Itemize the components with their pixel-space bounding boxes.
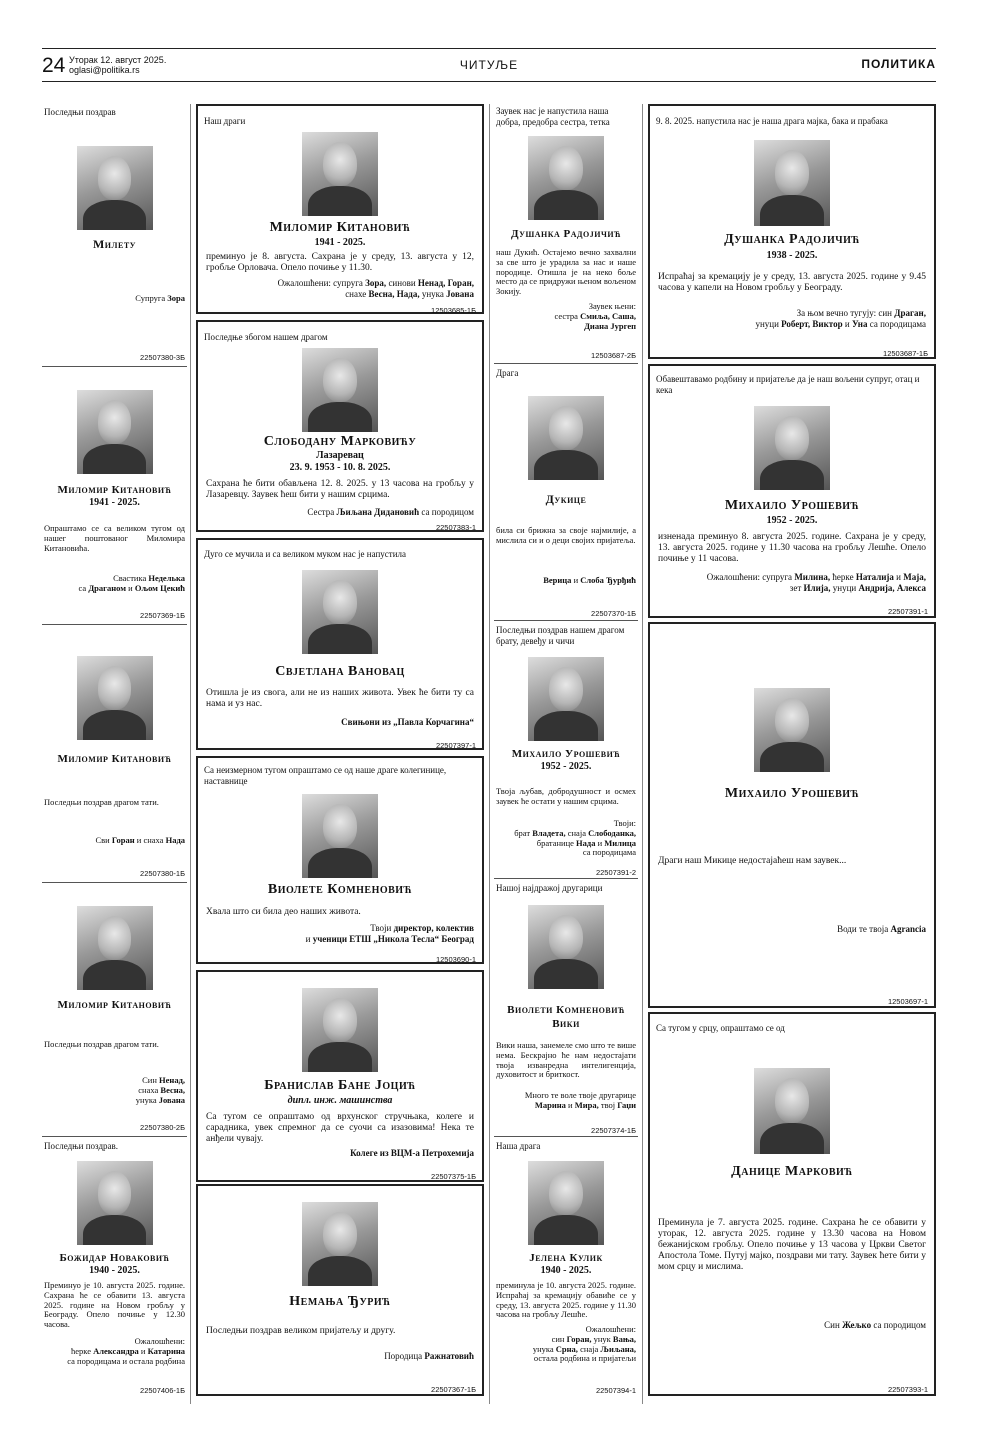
ad-code: 12503690-1: [435, 955, 476, 964]
sig-text: Ожалошћени: супруга: [277, 278, 363, 288]
sig-text: и: [128, 582, 133, 593]
deceased-name: Виолети Комненовић: [507, 1004, 625, 1016]
obituary-text: Последњи поздрав драгом тати.: [44, 1039, 159, 1049]
obituary-text: Хвала што си била део наших живота.: [206, 907, 361, 917]
column-3: [494, 104, 638, 1404]
sig-name: Смиља, Саша,: [580, 310, 636, 321]
obituary-c2-6: [196, 1184, 484, 1396]
signature: [502, 302, 636, 331]
portrait-photo: [528, 1161, 604, 1245]
deceased-name: Душанка Радојичић: [724, 232, 860, 247]
intro-text: Заувек нас је напустила наша добра, предобра сестра, тетка: [496, 106, 610, 127]
obituary-text: Сахрана ће бити обављена 12. 8. 2025. у 13 часова на гробљу у Лазаревцу. Заувек ћеш бити у нашим срцима.: [206, 479, 474, 500]
sig-name: Слоба Ђурђић: [580, 575, 636, 585]
sig-name: ученици ЕТШ „Никола Тесла“ Београд: [312, 933, 474, 944]
sig-name: Катарина: [147, 1345, 185, 1356]
ad-code: 22507391-2: [595, 868, 636, 877]
signature: [50, 1337, 185, 1366]
deceased-name: Божидар Новаковић: [59, 1252, 170, 1264]
deceased-name: Дукице: [545, 492, 587, 506]
portrait-photo: [754, 140, 830, 226]
intro-text: Са тугом у срцу, опраштамо се од: [656, 1023, 785, 1033]
sig-text: и: [896, 572, 901, 582]
deceased-name: Бранислав Бане Јоцић: [264, 1078, 416, 1093]
sig-name: Слободанка,: [588, 827, 636, 838]
sig-text: унука: [135, 1094, 157, 1105]
sig-text: Сестра: [307, 507, 335, 517]
ad-code: 22507370-1Б: [591, 609, 636, 618]
signature: [502, 819, 636, 858]
sig-text: унуци: [755, 318, 779, 329]
obituary-text: наш Дукић. Остајемо вечно захвални за све што је урадила за нас и наше породице. Отишла је на неко боље место да се придружи њеном вољеном Зокију.: [496, 247, 636, 297]
column-divider: [190, 104, 191, 1404]
deceased-name: Данице Марковић: [731, 1164, 853, 1179]
intro-text: Последње збогом нашем драгом: [204, 332, 328, 342]
sig-text: са: [78, 582, 87, 593]
sig-text: сестра: [554, 310, 578, 321]
obituary-c1-3: [42, 628, 187, 878]
sig-text: Породица: [384, 1351, 423, 1361]
deceased-name: Немања Ђурић: [289, 1294, 391, 1309]
signature: [206, 1148, 474, 1159]
ad-code: 22507375-1Б: [431, 1172, 476, 1181]
portrait-photo: [754, 406, 830, 490]
sig-name: Зора: [167, 293, 185, 303]
sig-text: ћерке: [71, 1345, 91, 1356]
sig-name: Драганом: [88, 582, 127, 593]
obituary-c4-1: [648, 104, 936, 359]
sig-text: и: [573, 575, 579, 585]
life-years: 1941 - 2025.: [314, 237, 366, 248]
sig-name: Горан,: [566, 1333, 592, 1344]
signature: [206, 1351, 474, 1362]
signature: [502, 1091, 636, 1111]
signature: [658, 1320, 926, 1331]
sig-name: Уна: [851, 318, 868, 329]
sig-name: Роберт, Виктор: [781, 318, 843, 329]
portrait-photo: [302, 348, 378, 432]
portrait-photo: [302, 132, 378, 216]
obituary-c2-1: [196, 104, 484, 314]
signature: [206, 507, 474, 518]
deceased-name: Свјетлана Вановац: [275, 664, 405, 679]
obituary-text: изненада преминуо 8. августа 2025. године. Сахрана је у среду, 13. августа 2025. године у 11.30 часова на гробљу Лешће. Опело почиње у 11 часова.: [658, 532, 926, 564]
separator: [494, 363, 638, 364]
signature: [50, 1076, 185, 1105]
obituary-text: Отишла је из свога, али не из наших живота. Увек ће бити ту са нама и уз нас.: [206, 688, 474, 709]
obituary-text: преминула је 10. августа 2025. године. Испраћај за кремацију обавиће се у среду, 13. августа 2025. године у 11.30 часова на гробљу Лешће.: [496, 1280, 636, 1320]
obituary-text: Преминула је 7. августа 2025. године. Сахрана ће се обавити у уторак, 12. августа 2025. године у 13.30 часова на Новом бежанијском гробљу. Опело почиње у 13 часова у Цркви Светог Апостола Томе. Путуј мајко, поздрави ми тату. Заувек ћете бити у мом срцу и мислима.: [658, 1218, 926, 1272]
sig-text: Твоји:: [613, 818, 636, 828]
ad-code: 22507369-1Б: [140, 611, 185, 620]
intro-text: Нашој најдражој другарици: [496, 883, 603, 893]
sig-name: Милица: [604, 837, 636, 848]
sig-text: Води те твоја: [837, 924, 889, 934]
ad-code: 12503685-1Б: [431, 306, 476, 315]
sig-text: остала родбина и пријатељи: [533, 1353, 636, 1364]
ad-code: 12503697-1: [887, 997, 928, 1006]
portrait-photo: [302, 988, 378, 1072]
column-divider: [642, 104, 643, 1404]
sig-name: Ненад,: [159, 1075, 185, 1085]
portrait-photo: [77, 1161, 153, 1245]
column-1: [42, 104, 187, 1404]
sig-text: зет: [789, 582, 802, 593]
sig-text: Ожалошћени:: [134, 1336, 185, 1346]
ad-code: 22507380-1Б: [140, 869, 185, 878]
obituary-c4-3: [648, 622, 936, 1008]
email-link[interactable]: oglasi@politika.rs: [69, 65, 140, 75]
deceased-name: Слободану Марковићу: [263, 434, 417, 449]
column-2: [196, 104, 484, 1404]
obituary-c3-5: [494, 1139, 638, 1401]
sig-name: Жељко: [842, 1320, 872, 1330]
signature: [50, 836, 185, 846]
signature: [50, 574, 185, 594]
obituary-text: Са тугом се опраштамо од врхунског стручњака, колеге и сарадника, увек спремног да се суочи са изазовима! Нека те анђели чувају.: [206, 1112, 474, 1144]
obituary-text: Последњи поздрав драгом тати.: [44, 797, 159, 807]
sig-text: брат: [514, 827, 531, 838]
obituary-c2-3: [196, 538, 484, 750]
sig-name: Ражнатовић: [424, 1351, 474, 1361]
life-years: 1940 - 2025.: [540, 1265, 592, 1276]
intro-text: Последњи поздрав нашем драгом брату, девеђу и чичи: [496, 625, 625, 646]
obituary-text: Драги наш Микице недостајаћеш нам заувек...: [658, 856, 847, 866]
sig-name: Владета,: [532, 827, 566, 838]
ad-code: 12503687-2Б: [591, 351, 636, 360]
intro-text: Дуго се мучила и са великом муком нас је напустила: [204, 549, 407, 559]
separator: [494, 620, 638, 621]
deceased-name: Миломир Китановић: [269, 220, 411, 235]
intro-text: Наша драга: [496, 1141, 541, 1151]
sig-name: директор, колектив: [393, 923, 474, 933]
deceased-name: Миломир Китановић: [57, 753, 172, 765]
separator: [42, 882, 187, 883]
obituary-c2-5: [196, 970, 484, 1182]
place-of-residence: Лазаревац: [316, 450, 364, 461]
separator: [42, 624, 187, 625]
signature: [658, 308, 926, 329]
portrait-photo: [77, 906, 153, 990]
obituary-c1-4: [42, 886, 187, 1132]
obituary-text: преминуо је 8. августа. Сахрана је у среду, 13. августа у 12, гробље Орловача. Опело почиње у 11.30.: [206, 252, 474, 273]
intro-text: Последњи поздрав.: [44, 1141, 119, 1151]
life-years: 1952 - 2025.: [540, 761, 592, 772]
deceased-name: Миломир Китановић: [57, 999, 172, 1011]
portrait-photo: [302, 794, 378, 878]
sig-text: син: [551, 1333, 565, 1344]
sig-text: унука: [532, 1343, 554, 1354]
deceased-name: Миломир Китановић: [57, 484, 172, 496]
portrait-photo: [528, 657, 604, 741]
ad-code: 22507380-3Б: [140, 353, 185, 362]
sig-text: Син: [142, 1075, 157, 1085]
obituary-c1-1: [42, 104, 187, 362]
obituary-text: Твоја љубав, добродушност и осмех заувек ће остати у нашим срцима.: [496, 786, 636, 806]
ad-code: 12503687-1Б: [883, 349, 928, 358]
sig-text: ћерке: [832, 572, 854, 582]
sig-text: Син: [824, 1320, 840, 1330]
obituary-c3-4: [494, 881, 638, 1139]
deceased-name: Михаило Урошевић: [724, 786, 860, 801]
obituary-c4-2: [648, 364, 936, 618]
sig-name: Љиљана Дидановић: [336, 507, 420, 517]
obituary-c1-2: [42, 370, 187, 620]
sig-name: Свињони из „Павла Корчагина“: [341, 717, 474, 727]
sig-text: Ожалошћени: супруга: [706, 572, 793, 582]
sig-name: Јована: [446, 288, 474, 299]
deceased-name: Душанка Радојичић: [511, 228, 621, 240]
column-4: [648, 104, 936, 1404]
obituary-text: Последњи поздрав великом пријатељу и другу.: [206, 1326, 396, 1336]
sig-text: Супруга: [135, 293, 166, 303]
sig-text: унуци: [832, 582, 857, 593]
sig-text: и: [305, 933, 311, 944]
sig-name: Нада: [576, 837, 596, 848]
ad-code: 22507406-1Б: [140, 1386, 185, 1395]
life-years: 1941 - 2025.: [89, 497, 140, 508]
sig-text: са породицом: [873, 1320, 926, 1330]
separator: [42, 366, 187, 367]
sig-name: Драган,: [894, 308, 926, 318]
sig-name: Весна, Нада,: [368, 288, 420, 299]
deceased-nickname: Вики: [552, 1018, 580, 1030]
sig-name: Весна,: [160, 1084, 185, 1095]
sig-text: са породицама: [869, 318, 926, 329]
portrait-photo: [754, 688, 830, 772]
ad-code: 22507383-1: [435, 523, 476, 532]
obituary-c3-2: [494, 366, 638, 619]
sig-name: Маја,: [903, 572, 926, 582]
deceased-name: Виолете Комненовић: [267, 882, 413, 897]
sig-text: Ожалошћени:: [585, 1324, 636, 1334]
ad-code: 22507367-1Б: [431, 1385, 476, 1394]
obituary-text: Испраћај за кремацију је у среду, 13. августа 2025. године у 9.45 часова у капели на Новом гробљу у Београду.: [658, 272, 926, 293]
sig-text: Заувек њени:: [588, 301, 636, 311]
sig-text: снаја: [580, 1343, 599, 1354]
sig-text: снаха: [138, 1084, 159, 1095]
obituary-text: Преминуо је 10. августа 2025. године. Сахрана ће се обавити 13. августа 2025. године на Новом гробљу у Београду. Опело почиње у 12.30 часова.: [44, 1280, 185, 1330]
portrait-photo: [528, 905, 604, 989]
ad-code: 22507380-2Б: [140, 1123, 185, 1132]
obituary-c4-4: [648, 1012, 936, 1396]
sig-name: Гаџи: [617, 1099, 636, 1110]
portrait-photo: [754, 1068, 830, 1154]
newspaper-logo: ПОЛИТИКА: [861, 57, 936, 71]
signature: [502, 576, 636, 586]
professional-title: дипл. инж. машинства: [287, 1095, 393, 1106]
portrait-photo: [528, 136, 604, 220]
ad-code: 22507397-1: [435, 741, 476, 750]
sig-text: За њом вечно тугују: син: [796, 308, 893, 318]
obituary-c2-4: [196, 756, 484, 964]
page-header: [42, 48, 936, 82]
signature: [206, 717, 474, 728]
sig-name: Колеге из ВЦМ-а Петрохемија: [350, 1148, 474, 1158]
sig-text: твој: [600, 1099, 616, 1110]
signature: [502, 1325, 636, 1364]
sig-name: Диана Јургеп: [584, 320, 636, 331]
obituary-c3-3: [494, 623, 638, 877]
obituary-text: Вики наша, занемеле смо што те више нема. Бескрајно ће нам недостајати твоја изванредна интелигенција, духовитост и бриткост.: [496, 1040, 636, 1080]
sig-name: Вања,: [612, 1333, 636, 1344]
intro-text: Драга: [496, 368, 519, 378]
sig-name: Горан: [111, 835, 135, 845]
sig-name: Александра: [93, 1345, 139, 1356]
sig-text: снаја: [567, 827, 586, 838]
sig-name: Нада: [165, 835, 185, 845]
sig-text: братанице: [536, 837, 574, 848]
signature: [658, 924, 926, 935]
ad-code: 22507391-1: [887, 607, 928, 616]
portrait-photo: [77, 656, 153, 740]
obituary-text: Опраштамо се са великом тугом од нашег поштованог Миломира Китановића.: [44, 523, 185, 553]
sig-name: Милина,: [794, 572, 831, 582]
sig-name: Agrancia: [890, 924, 926, 934]
page-number: 24: [42, 54, 66, 77]
deceased-name: Михаило Урошевић: [724, 498, 860, 513]
signature: [658, 572, 926, 593]
sig-text: и: [844, 318, 850, 329]
signature: [50, 294, 185, 304]
sig-text: и снаха: [136, 835, 164, 845]
separator: [494, 878, 638, 879]
obituary-text: била си брижна за своје најмилије, а мислила си и о деци својих пријатеља.: [496, 525, 636, 545]
sig-text: унук: [593, 1333, 611, 1344]
sig-text: са породицама: [582, 847, 636, 858]
obituary-c1-5: [42, 1139, 187, 1401]
portrait-photo: [302, 570, 378, 654]
section-title: ЧИТУЉЕ: [459, 58, 519, 72]
sig-text: и: [140, 1345, 146, 1356]
sig-name: Љиљана,: [600, 1343, 636, 1354]
intro-text: Наш драги: [204, 116, 246, 126]
sig-name: Неделька: [148, 573, 185, 583]
sig-text: синови: [388, 278, 416, 288]
deceased-name: Михаило Урошевић: [511, 748, 621, 760]
column-divider: [489, 104, 490, 1404]
sig-name: Јована: [158, 1094, 185, 1105]
sig-name: Марина: [534, 1099, 566, 1110]
sig-name: Мира,: [574, 1099, 599, 1110]
sig-text: снахе: [345, 288, 367, 299]
obituary-c3-1: [494, 104, 638, 360]
sig-name: Верица: [543, 575, 572, 585]
portrait-photo: [77, 146, 153, 230]
sig-name: Ољом Цекић: [134, 582, 185, 593]
sig-name: Срна,: [555, 1343, 578, 1354]
sig-text: са породицом: [421, 507, 474, 517]
intro-text: Са неизмерном тугом опраштамо се од наше драге колегинице, наставнице: [204, 765, 447, 786]
portrait-photo: [302, 1202, 378, 1286]
deceased-name: Јелена Кулик: [529, 1252, 603, 1264]
sig-text: и: [597, 837, 603, 848]
deceased-name: Милету: [92, 237, 137, 251]
sig-name: Зора,: [365, 278, 387, 288]
ad-code: 22507374-1Б: [591, 1126, 636, 1135]
life-years: 1952 - 2025.: [766, 515, 818, 526]
life-dates: 23. 9. 1953 - 10. 8. 2025.: [289, 462, 391, 473]
sig-name: Наталија: [855, 572, 894, 582]
sig-name: Илија,: [803, 582, 831, 593]
portrait-photo: [77, 390, 153, 474]
intro-text: Обавештавамо родбину и пријатеље да је наш вољени супруг, отац и кека: [656, 374, 920, 395]
intro-text: Последњи поздрав: [44, 107, 116, 117]
sig-text: Много те воле твоје другарице: [524, 1090, 636, 1100]
intro-text: 9. 8. 2025. напустила нас је наша драга мајка, бака и прабака: [656, 116, 888, 126]
ad-code: 22507394-1: [595, 1386, 636, 1395]
life-years: 1940 - 2025.: [89, 1265, 140, 1276]
sig-text: Твоји: [370, 923, 392, 933]
ad-code: 22507393-1: [887, 1385, 928, 1394]
sig-name: Ненад, Горан,: [417, 278, 474, 288]
date-text: Уторак 12. август 2025.: [69, 55, 167, 65]
sig-text: Свастика: [113, 573, 147, 583]
separator: [494, 1136, 638, 1137]
life-years: 1938 - 2025.: [766, 250, 818, 261]
signature: [206, 278, 474, 299]
sig-text: са породицама и остала родбина: [67, 1355, 185, 1366]
sig-text: и: [568, 1099, 573, 1110]
portrait-photo: [528, 396, 604, 480]
obituary-c2-2: [196, 320, 484, 532]
sig-text: Сви: [95, 835, 110, 845]
separator: [42, 1136, 187, 1137]
sig-name: Андрија, Алекса: [858, 582, 926, 593]
sig-text: унука: [421, 288, 444, 299]
signature: [206, 923, 474, 944]
